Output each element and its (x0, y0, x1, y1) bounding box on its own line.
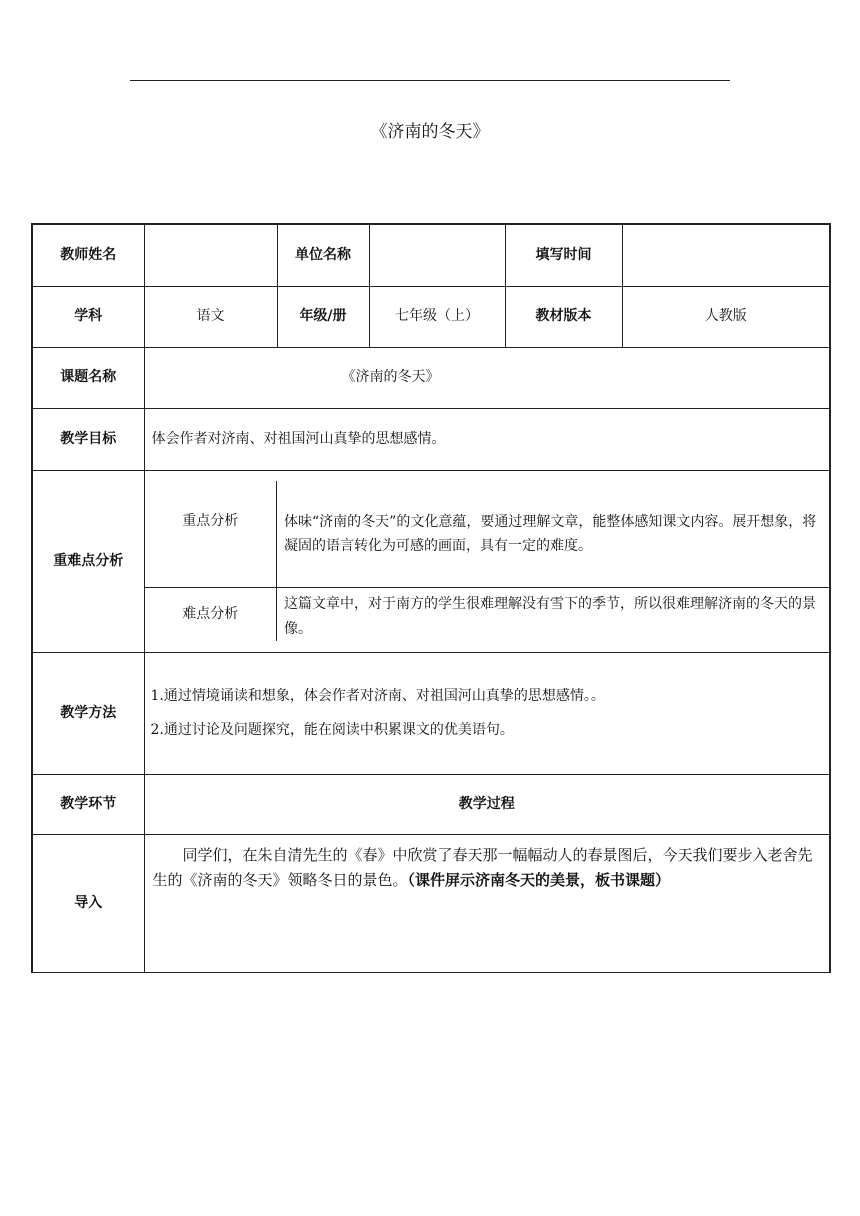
teacher-name-label: 教师姓名 (32, 224, 144, 286)
intro-note: （课件屏示济南冬天的美景，板书课题） (407, 871, 671, 889)
fill-date-value (622, 224, 830, 286)
lesson-name-value: 《济南的冬天》 (144, 347, 830, 408)
analysis-subtable (145, 481, 830, 642)
lesson-name-label: 课题名称 (32, 347, 144, 408)
subject-value: 语文 (144, 286, 277, 347)
key-point-label: 重点分析 (182, 512, 239, 529)
difficult-point-row (145, 588, 830, 642)
key-point-value: 体味“济南的冬天”的文化意蕴，要通过理解文章，能整体感知课文内容。展开想象，将凝固的语言转化为可感的画面，具有一定的难度。 (277, 481, 830, 588)
intro-text: 同学们，在朱自清先生的《春》中欣赏了春天那一幅幅动人的春景图后，今天我们要步入老舍先生的《济南的冬天》领略冬日的景色。 (152, 845, 813, 889)
lesson-plan-table (31, 223, 831, 973)
methods-label: 教学方法 (32, 652, 144, 774)
analysis-cell (144, 470, 830, 652)
row-analysis (32, 470, 830, 652)
teacher-name-value (144, 224, 277, 286)
row-lesson-name (32, 347, 830, 408)
row-subject-info (32, 286, 830, 347)
row-teacher-info (32, 224, 830, 286)
row-intro (32, 834, 830, 972)
methods-cell (144, 652, 830, 774)
subject-label: 学科 (32, 286, 144, 347)
intro-cell (144, 834, 830, 972)
edition-value: 人教版 (622, 286, 830, 347)
document-title: 《济南的冬天》 (370, 122, 490, 142)
row-objective (32, 408, 830, 470)
grade-label: 年级/册 (277, 286, 369, 347)
unit-name-value (369, 224, 505, 286)
top-rule (130, 80, 730, 81)
objective-label: 教学目标 (32, 408, 144, 470)
process-header: 教学过程 (144, 774, 830, 834)
row-methods (32, 652, 830, 774)
process-stage-label: 教学环节 (32, 774, 144, 834)
row-process-header (32, 774, 830, 834)
unit-name-label: 单位名称 (277, 224, 369, 286)
method-item: 2.通过讨论及问题探究，能在阅读中积累课文的优美语句。 (150, 722, 514, 738)
fill-date-label: 填写时间 (505, 224, 622, 286)
intro-label: 导入 (32, 834, 144, 972)
difficult-point-label: 难点分析 (145, 588, 277, 642)
difficult-point-value: 这篇文章中，对于南方的学生很难理解没有雪下的季节，所以很难理解济南的冬天的景像。 (277, 588, 830, 642)
analysis-label: 重难点分析 (32, 470, 144, 652)
key-point-row (145, 481, 830, 588)
method-item: 1.通过情境诵读和想象，体会作者对济南、对祖国河山真挚的思想感情。。 (150, 687, 605, 704)
edition-label: 教材版本 (505, 286, 622, 347)
grade-value: 七年级（上） (369, 286, 505, 347)
objective-value: 体会作者对济南、对祖国河山真挚的思想感情。 (144, 408, 830, 470)
